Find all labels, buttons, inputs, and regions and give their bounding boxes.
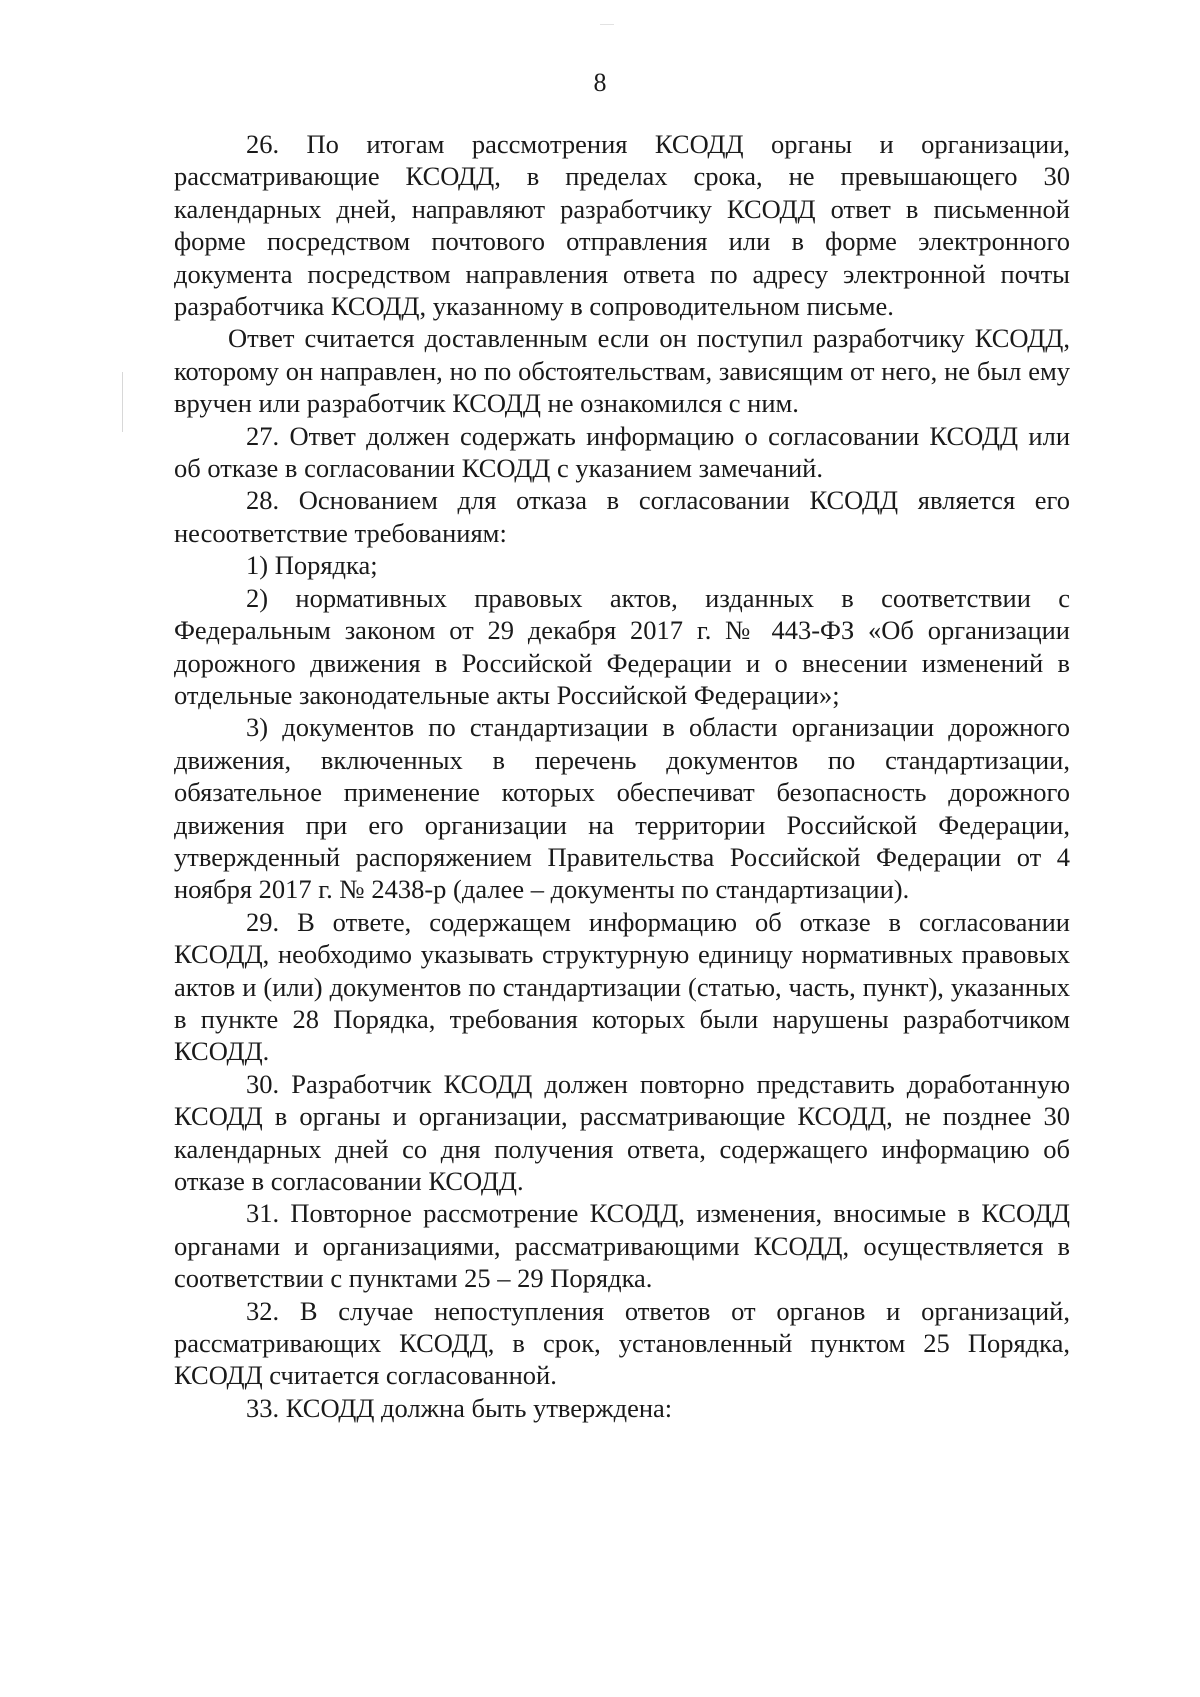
list-item-1: 1) Порядка;: [246, 550, 378, 581]
paragraph-26-continued: Ответ считается доставленным если он поступил разработчику КСОДД, которому он направлен, но по обстоятельствам, зависящим от него, не был ему вручен или разработчик КСОДД не ознакомился с ним.: [174, 323, 1070, 419]
paragraph-33: 33. КСОДД должна быть утверждена:: [246, 1392, 673, 1423]
paragraph-30: 30. Разработчик КСОДД должен повторно представить доработанную КСОДД в органы и организации, рассматривающие КСОДД, не позднее 30 календарных дней со дня получения ответа, содержащего информацию об отказе в согласовании КСОДД.: [174, 1068, 1070, 1196]
paragraph-27: 27. Ответ должен содержать информацию о согласовании КСОДД или об отказе в согласовании КСОДД с указанием замечаний.: [174, 420, 1070, 484]
scan-artifact: [600, 24, 614, 25]
document-body: [174, 128, 1070, 1424]
paragraph-32: 32. В случае непоступления ответов от органов и организаций, рассматривающих КСОДД, в срок, установленный пунктом 25 Порядка, КСОДД считается согласованной.: [174, 1295, 1070, 1391]
list-item-3: 3) документов по стандартизации в области организации дорожного движения, включенных в перечень документов по стандартизации, обязательное применение которых обеспечиват безопасность дорожного движения при его организации на территории Российской Федерации, утвержденный распоряжением Правительства Российской Федерации от 4 ноября 2017 г. № 2438-р (далее – документы по стандартизации).: [174, 712, 1070, 905]
paragraph-29: 29. В ответе, содержащем информацию об отказе в согласовании КСОДД, необходимо указывать структурную единицу нормативных правовых актов и (или) документов по стандартизации (статью, часть, пункт), указанных в пункте 28 Порядка, требования которых были нарушены разработчиком КСОДД.: [174, 906, 1070, 1067]
scan-artifact: [122, 372, 123, 432]
paragraph-26: 26. По итогам рассмотрения КСОДД органы и организации, рассматривающие КСОДД, в пределах срока, не превышающего 30 календарных дней, направляют разработчику КСОДД ответ в письменной форме посредством почтового отправления или в форме электронного документа посредством направления ответа по адресу электронной почты разработчика КСОДД, указанному в сопроводительном письме.: [174, 129, 1070, 322]
page-number: 8: [593, 68, 607, 97]
paragraph-28: 28. Основанием для отказа в согласовании КСОДД является его несоответствие требованиям:: [174, 485, 1070, 548]
paragraph-31: 31. Повторное рассмотрение КСОДД, изменения, вносимые в КСОДД органами и организациями, рассматривающими КСОДД, осуществляется в соответствии с пунктами 25 – 29 Порядка.: [174, 1198, 1070, 1294]
list-item-2: 2) нормативных правовых актов, изданных в соответствии с Федеральным законом от 29 декабря 2017 г. № 443-ФЗ «Об организации дорожного движения в Российской Федерации и о внесении изменений в отдельные законодательные акты Российской Федерации»;: [174, 582, 1070, 710]
